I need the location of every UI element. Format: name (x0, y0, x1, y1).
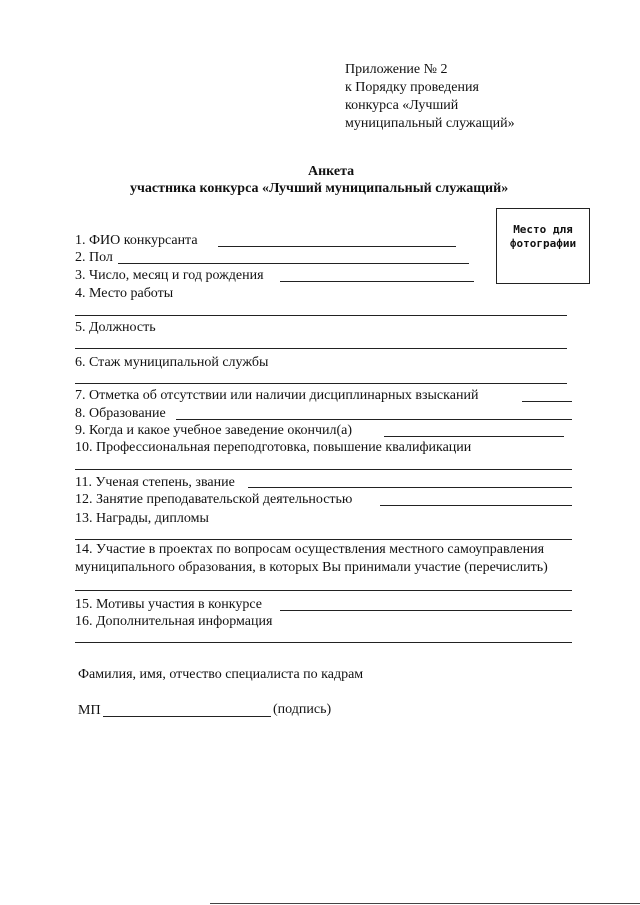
field-16-line[interactable] (75, 642, 572, 643)
field-7-label: 7. Отметка об отсутствии или наличии дисциплинарных взысканий (75, 388, 479, 403)
field-16-label: 16. Дополнительная информация (75, 614, 273, 629)
field-4-label: 4. Место работы (75, 286, 174, 301)
field-15-line[interactable] (280, 610, 572, 611)
photo-placeholder-box (496, 208, 590, 284)
appendix-line-2: к Порядку проведения (345, 80, 479, 95)
field-1-label: 1. ФИО конкурсанта (75, 233, 198, 248)
photo-label-line-2: фотографии (509, 237, 577, 250)
form-subtitle: участника конкурса «Лучший муниципальный служащий» (130, 181, 509, 196)
field-6-line[interactable] (75, 383, 567, 384)
field-5-line[interactable] (75, 348, 567, 349)
field-3-label: 3. Число, месяц и год рождения (75, 268, 264, 283)
field-13-label: 13. Награды, дипломы (75, 511, 209, 526)
field-9-line[interactable] (384, 436, 564, 437)
field-5-label: 5. Должность (75, 320, 156, 335)
field-3-line[interactable] (280, 281, 474, 282)
field-14-line[interactable] (75, 590, 572, 591)
field-11-label: 11. Ученая степень, звание (75, 475, 235, 490)
photo-label-line-1: Место для (513, 223, 573, 236)
field-14-label-line-1: 14. Участие в проектах по вопросам осуществления местного самоуправления (75, 542, 545, 557)
field-14-label-line-2: муниципального образования, в которых Вы принимали участие (перечислить) (75, 560, 548, 575)
field-10-line[interactable] (75, 469, 572, 470)
appendix-line-3: конкурса «Лучший (345, 98, 459, 113)
field-12-line[interactable] (380, 505, 572, 506)
signature-line[interactable] (103, 716, 271, 717)
field-6-label: 6. Стаж муниципальной службы (75, 355, 269, 370)
hr-specialist-label: Фамилия, имя, отчество специалиста по кадрам (78, 667, 364, 682)
field-8-label: 8. Образование (75, 406, 166, 421)
field-4-line[interactable] (75, 315, 567, 316)
appendix-line-4: муниципальный служащий» (345, 116, 515, 131)
field-11-line[interactable] (248, 487, 572, 488)
appendix-line-1: Приложение № 2 (345, 62, 448, 77)
field-7-line[interactable] (522, 401, 572, 402)
field-9-label: 9. Когда и какое учебное заведение окончил(а) (75, 423, 353, 438)
field-2-line[interactable] (118, 263, 469, 264)
field-12-label: 12. Занятие преподавательской деятельностью (75, 492, 353, 507)
field-10-label: 10. Профессиональная переподготовка, повышение квалификации (75, 440, 472, 455)
field-15-label: 15. Мотивы участия в конкурсе (75, 597, 262, 612)
field-8-line[interactable] (176, 419, 572, 420)
field-1-line[interactable] (218, 246, 456, 247)
form-title: Анкета (308, 164, 355, 179)
stamp-label: МП (78, 703, 101, 718)
field-13-line[interactable] (75, 539, 572, 540)
field-2-label: 2. Пол (75, 250, 113, 265)
signature-caption: (подпись) (273, 702, 332, 717)
page-bottom-rule (210, 903, 640, 904)
